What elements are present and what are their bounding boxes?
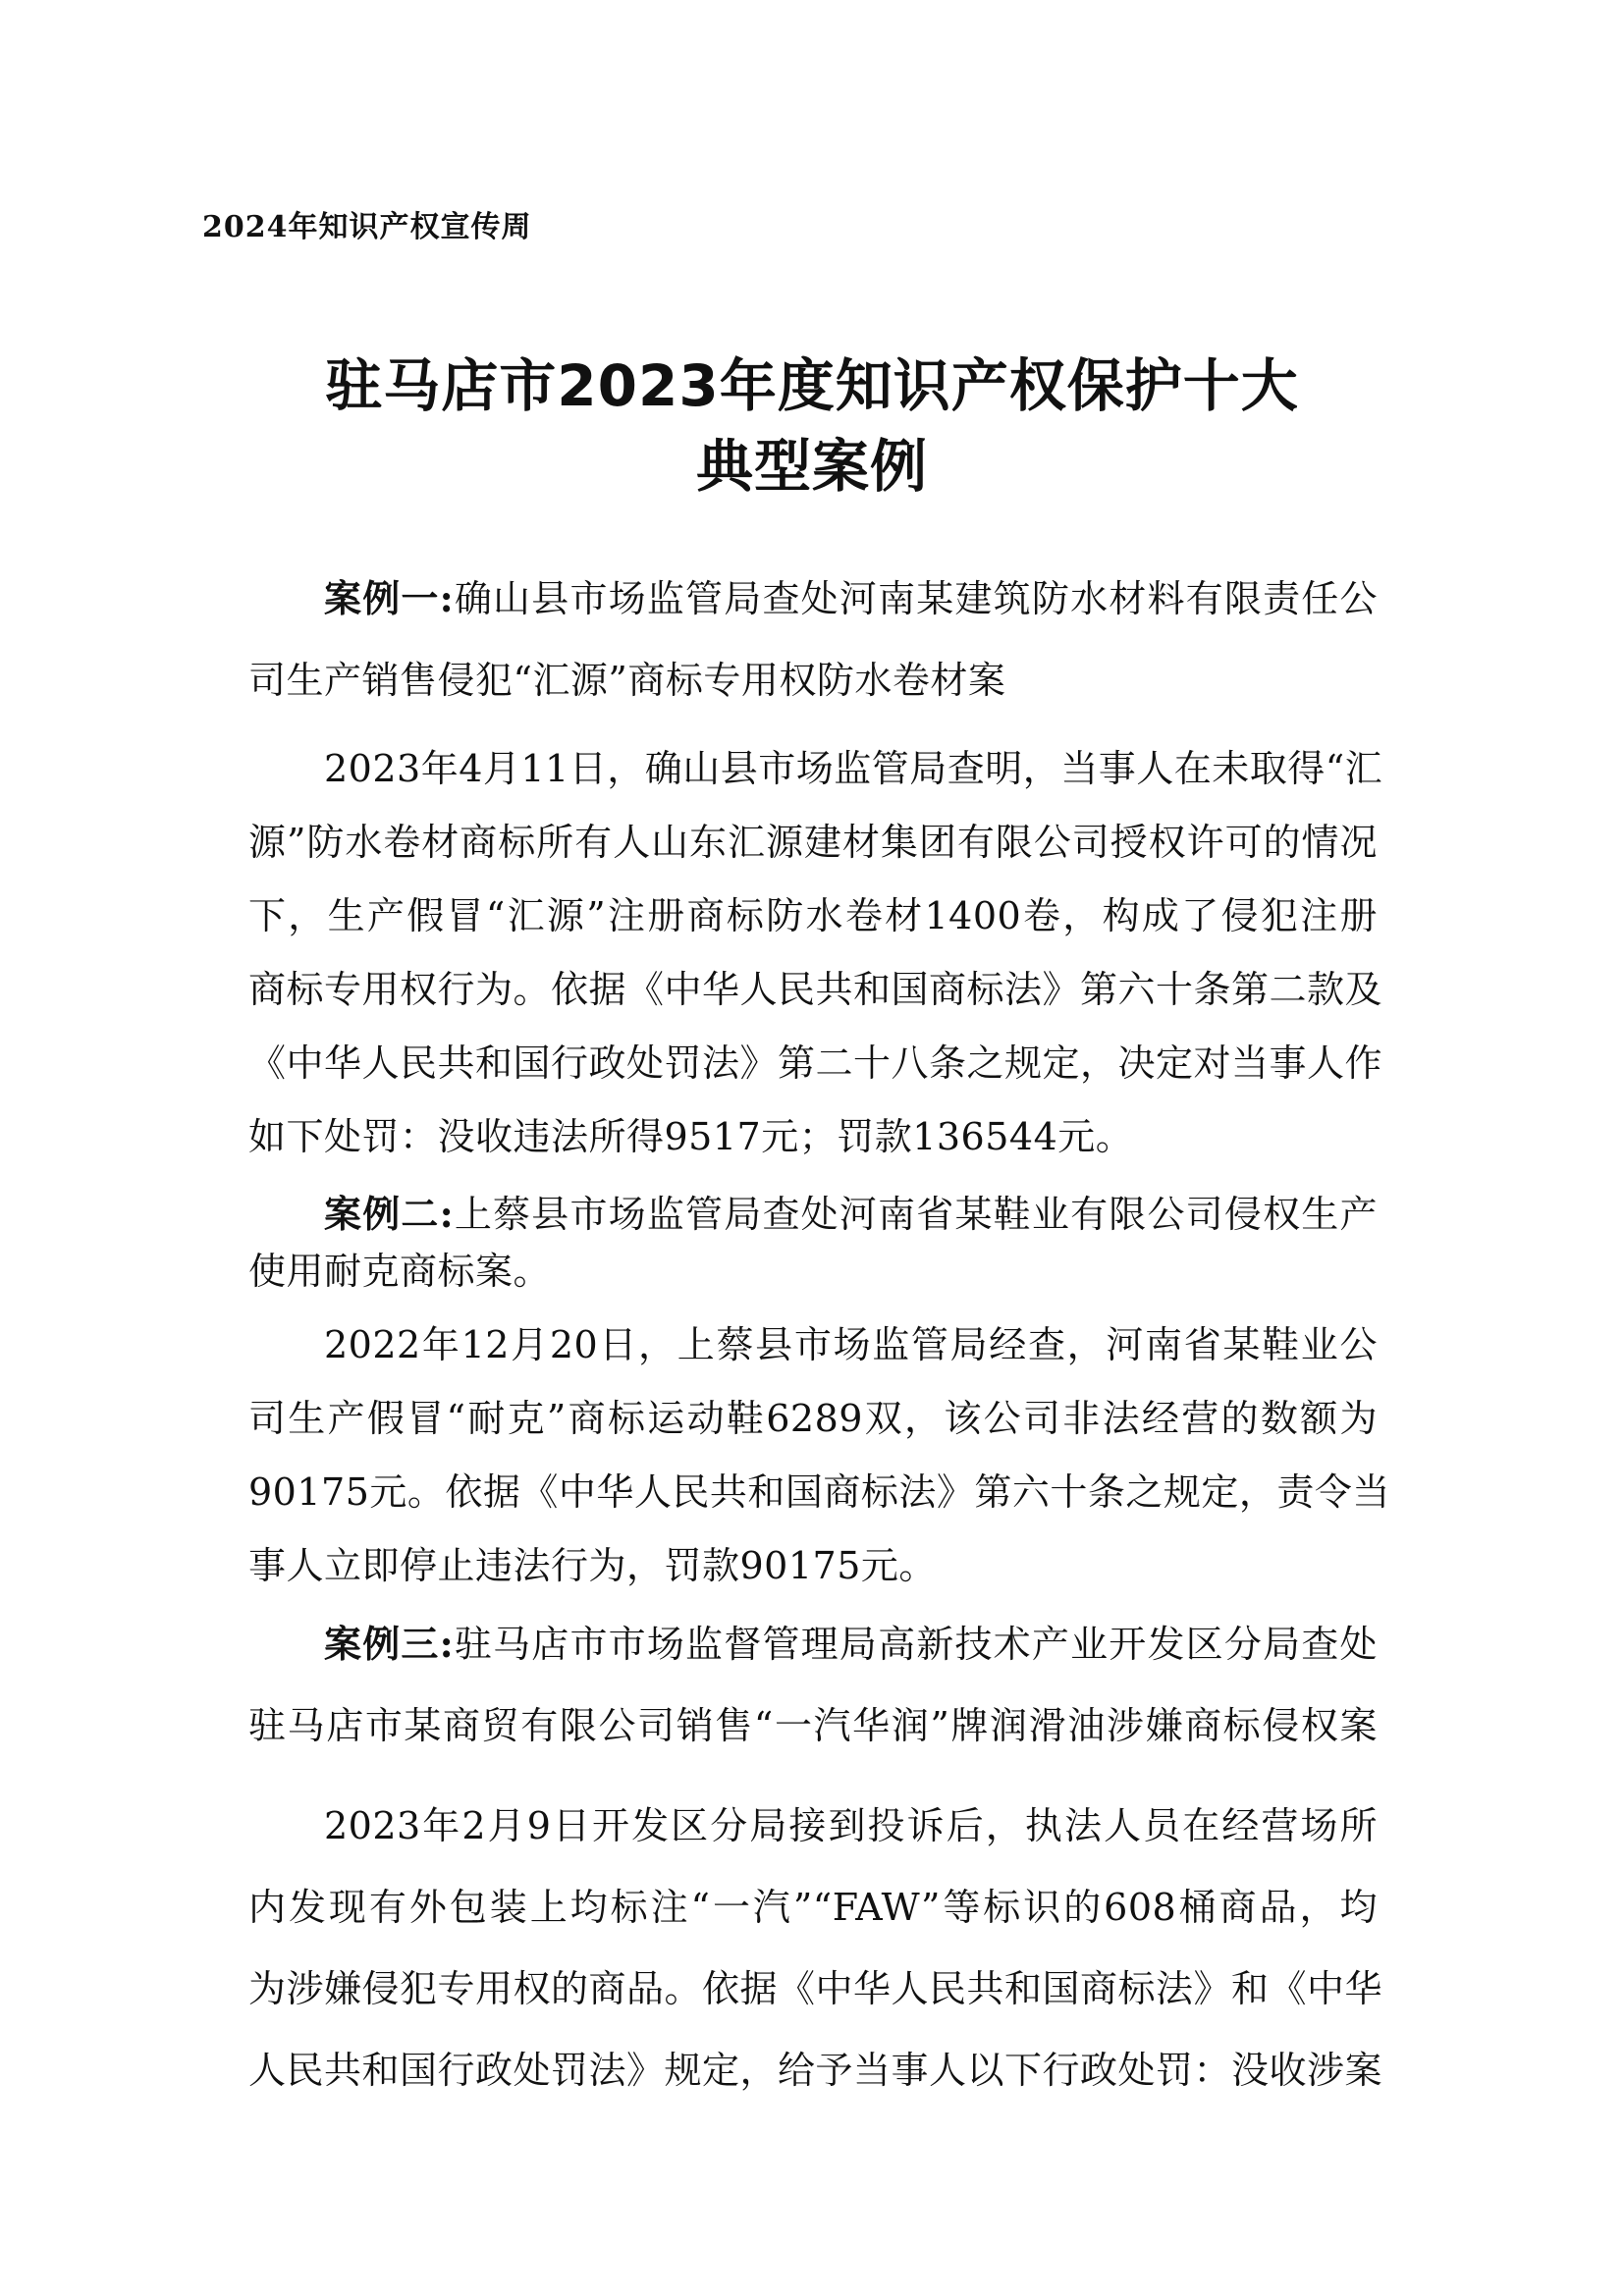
case-2-label: 案例二:: [324, 1192, 455, 1236]
case-3-heading-text: 驻马店市市场监督管理局高新技术产业开发区分局查处: [454, 1623, 1378, 1666]
paragraph-line: 90175元。依据《中华人民共和国商标法》第六十条之规定，责令当: [248, 1470, 1390, 1514]
case-2-heading-line: [324, 1190, 1378, 1239]
case-3-label: 案例三:: [324, 1622, 455, 1666]
case-1-label: 案例一:: [324, 576, 455, 620]
case-3-heading-line: [324, 1620, 1378, 1669]
paragraph-line: 商标专用权行为。依据《中华人民共和国商标法》第六十条第二款及: [248, 968, 1383, 1011]
paragraph-line: 《中华人民共和国行政处罚法》第二十八条之规定，决定对当事人作: [248, 1041, 1383, 1085]
paragraph-line: 司生产销售侵犯“汇源”商标专用权防水卷材案: [248, 659, 1006, 702]
paragraph-line: 2023年2月9日开发区分局接到投诉后，执法人员在经营场所: [324, 1804, 1378, 1847]
paragraph-line: 人民共和国行政处罚法》规定，给予当事人以下行政处罚：没收涉案: [248, 2049, 1383, 2092]
paragraph-line: 2023年4月11日，确山县市场监管局查明，当事人在未取得“汇: [324, 747, 1383, 790]
paragraph-line: 2022年12月20日，上蔡县市场监管局经查，河南省某鞋业公: [324, 1323, 1378, 1366]
page-header: 2024年知识产权宣传周: [202, 210, 532, 244]
paragraph-line: 为涉嫌侵犯专用权的商品。依据《中华人民共和国商标法》和《中华: [248, 1967, 1383, 2010]
paragraph-line: 司生产假冒“耐克”商标运动鞋6289双，该公司非法经营的数额为: [248, 1397, 1378, 1440]
paragraph-line: 事人立即停止违法行为，罚款90175元。: [248, 1544, 937, 1587]
case-2-heading-text: 上蔡县市场监管局查处河南省某鞋业有限公司侵权生产: [454, 1193, 1378, 1236]
paragraph-line: 下，生产假冒“汇源”注册商标防水卷材1400卷，构成了侵犯注册: [248, 894, 1378, 937]
paragraph-line: 如下处罚：没收违法所得9517元；罚款136544元。: [248, 1115, 1134, 1158]
paragraph-line: 使用耐克商标案。: [248, 1250, 552, 1293]
paragraph-line: 驻马店市某商贸有限公司销售“一汽华润”牌润滑油涉嫌商标侵权案: [248, 1704, 1378, 1747]
page-title-line-1: 驻马店市2023年度知识产权保护十大: [325, 352, 1299, 419]
page-title-line-2: 典型案例: [695, 433, 928, 500]
case-1-heading-text: 确山县市场监管局查处河南某建筑防水材料有限责任公: [454, 577, 1378, 620]
paragraph-line: 内发现有外包装上均标注“一汽”“FAW”等标识的608桶商品，均: [248, 1886, 1378, 1929]
case-1-heading-line: [324, 574, 1378, 623]
paragraph-line: 源”防水卷材商标所有人山东汇源建材集团有限公司授权许可的情况: [248, 821, 1378, 864]
